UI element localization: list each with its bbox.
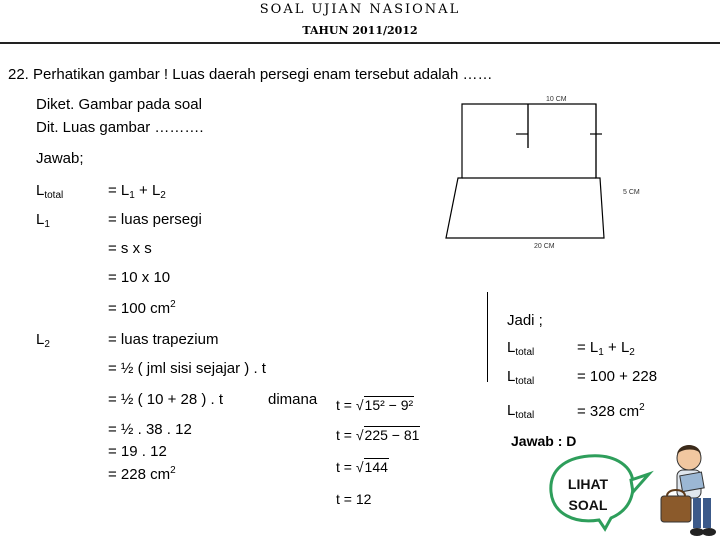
bubble-line-2: SOAL	[568, 497, 608, 513]
t-result: t = 12	[336, 491, 372, 507]
answer-label: Jawab : D	[511, 433, 577, 449]
dit-line: Dit. Luas gambar ……….	[36, 119, 204, 136]
bubble-line-1: LIHAT	[567, 476, 609, 492]
l2-equation: = luas trapezium	[108, 331, 219, 348]
t-step3: t = √144	[336, 459, 388, 475]
sxs-line: = s x s	[108, 240, 152, 257]
l2-symbol: $L_2$	[36, 331, 50, 350]
trapezium-step4: = 19 . 12	[108, 443, 167, 460]
hexagon-figure	[440, 90, 620, 260]
question-text: Perhatikan gambar ! Luas daerah persegi enam tersebut adalah ……	[33, 66, 493, 83]
header-divider	[0, 42, 720, 44]
calc1-line: = 10 x 10	[108, 269, 171, 286]
figure-side-label: 5 CM	[623, 189, 640, 196]
jadi-eq-3: = 328 $cm^2$	[577, 402, 645, 420]
trapezium-formula: = ½ ( jml sisi sejajar ) . t	[108, 360, 266, 377]
dimana-label: dimana	[268, 391, 318, 408]
reading-person-illustration	[655, 440, 719, 538]
ltotal-symbol: $L_{total}$	[36, 182, 64, 201]
trapezium-substitution: = ½ ( 10 + 28 ) . t	[108, 391, 224, 408]
jadi-ltotal-2: $L_{total}$	[507, 368, 535, 387]
jawab-label: Jawab;	[36, 150, 84, 167]
l1-symbol: $L_1$	[36, 211, 50, 230]
jadi-ltotal-3: $L_{total}$	[507, 402, 535, 421]
vertical-divider	[487, 292, 488, 382]
t-step2: t = √225 − 81	[336, 427, 420, 443]
l1-equation: = luas persegi	[108, 211, 202, 228]
question	[8, 66, 492, 83]
bubble-tail	[631, 474, 649, 492]
exam-title: SOAL UJIAN NASIONAL	[259, 2, 461, 17]
trapezium-result: = 228 $cm^2$	[108, 465, 176, 483]
jadi-eq-1: = $L_1 + L_2$	[577, 339, 635, 358]
lihat-soal-button[interactable]	[560, 474, 616, 516]
jadi-eq-2: = 100 + 228	[577, 368, 658, 385]
trapezium-step3: = ½ . 38 . 12	[108, 421, 192, 438]
exam-year: TAHUN 2011/2012	[302, 24, 418, 37]
ltotal-equation: = $L_1 + L_2$	[108, 182, 166, 201]
figure-bottom-label: 20 CM	[534, 243, 555, 250]
figure-outline	[446, 104, 604, 238]
t-step1: t = √15² − 9²	[336, 397, 414, 413]
diket-line: Diket. Gambar pada soal	[36, 96, 202, 113]
calc2-line: = 100 $cm^2$	[108, 299, 176, 317]
figure-top-label: 10 CM	[546, 96, 567, 103]
question-number: 22.	[8, 66, 29, 83]
jadi-ltotal-1: $L_{total}$	[507, 339, 535, 358]
jadi-label: Jadi ;	[507, 312, 543, 329]
